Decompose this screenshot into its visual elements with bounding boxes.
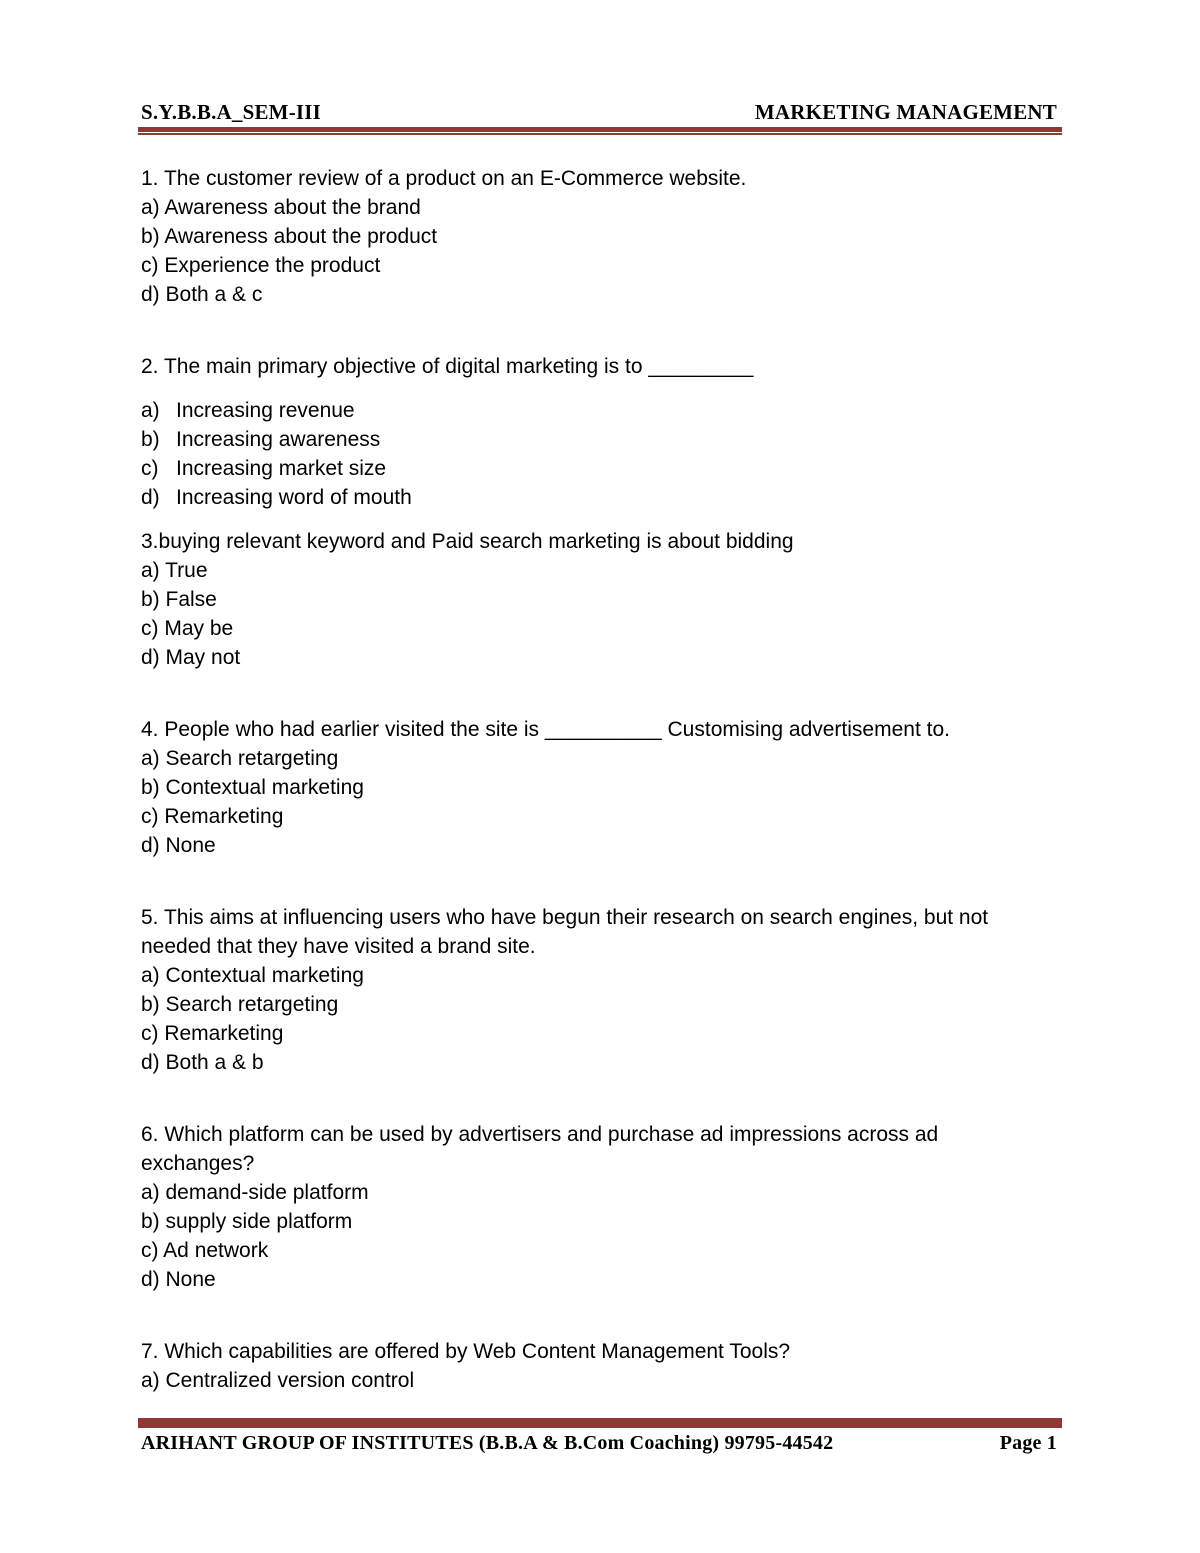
question-text: 7. Which capabilities are offered by Web Content Management Tools? [141,1340,791,1363]
question-block-4 [141,715,1031,860]
question-text: 1. The customer review of a product on an E-Commerce website. [141,167,747,190]
header-course: S.Y.B.B.A_SEM-III [141,100,322,124]
header-rule [138,127,1062,132]
option-c: c) May be [141,617,234,640]
question-block-1 [141,164,1031,309]
page-number: Page 1 [999,1432,1057,1454]
option-label: Increasing awareness [176,428,381,451]
footer-institute: ARIHANT GROUP OF INSTITUTES (B.B.A & B.Com Coaching) 99795-44542 [141,1432,834,1454]
option-a: a) Centralized version control [141,1369,415,1392]
option-marker: d) [141,486,160,509]
question-block-7 [141,1337,1031,1395]
option-b: b) supply side platform [141,1210,353,1233]
option-a [141,396,1031,425]
question-list [141,164,1031,1395]
option-b: b) Search retargeting [141,993,339,1016]
option-c: c) Experience the product [141,254,381,277]
question-block-2 [141,352,1031,512]
option-d: d) Both a & b [141,1051,264,1074]
option-a: a) True [141,559,208,582]
option-c: c) Remarketing [141,1022,284,1045]
question-block-5 [141,903,1031,1077]
option-b: b) False [141,588,217,611]
option-marker: a) [141,399,160,422]
header-subject: MARKETING MANAGEMENT [754,100,1057,124]
question-block-3 [141,527,1031,672]
option-c: c) Remarketing [141,805,284,828]
option-label: Increasing word of mouth [176,486,412,509]
option-d: d) May not [141,646,241,669]
option-a: a) Contextual marketing [141,964,364,987]
question-text: 2. The main primary objective of digital marketing is to _________ [141,355,754,378]
question-text: 4. People who had earlier visited the site is __________ Customising advertisement to. [141,718,950,741]
option-a: a) Search retargeting [141,747,339,770]
option-d [141,483,1031,512]
option-a: a) demand-side platform [141,1181,369,1204]
option-label: Increasing market size [176,457,387,480]
option-a: a) Awareness about the brand [141,196,421,219]
option-c: c) Ad network [141,1239,269,1262]
option-d: d) None [141,1268,216,1291]
option-marker: c) [141,457,159,480]
option-d: d) Both a & c [141,283,263,306]
question-text: 5. This aims at influencing users who have begun their research on search engines, but not needed that they have visited a brand site. [141,906,989,958]
header-rule-thin [138,133,1062,135]
option-d: d) None [141,834,216,857]
option-marker: b) [141,428,160,451]
question-text: 3.buying relevant keyword and Paid search marketing is about bidding [141,530,794,553]
option-label: Increasing revenue [176,399,355,422]
option-b [141,425,1031,454]
question-block-6 [141,1120,1031,1294]
question-text: 6. Which platform can be used by advertisers and purchase ad impressions across ad exchanges? [141,1123,939,1175]
option-c [141,454,1031,483]
option-b: b) Contextual marketing [141,776,364,799]
option-b: b) Awareness about the product [141,225,438,248]
footer-rule [138,1418,1062,1428]
